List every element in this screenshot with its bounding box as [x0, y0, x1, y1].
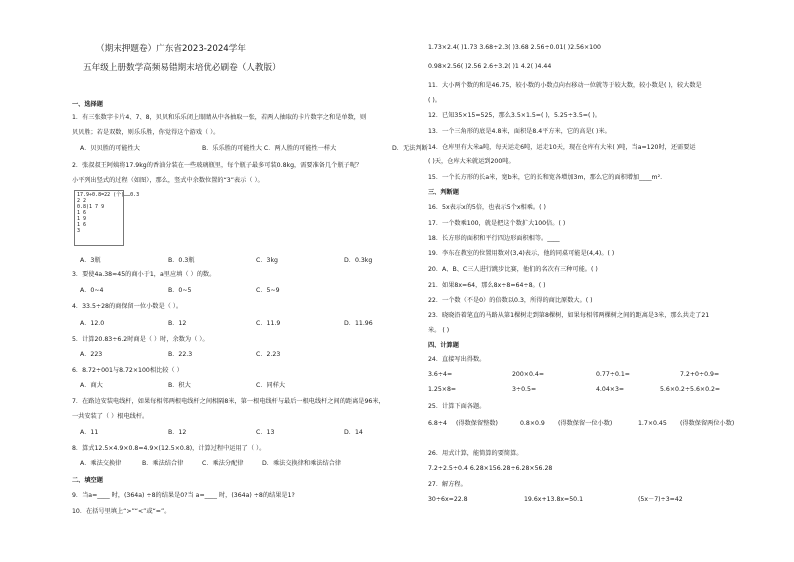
q6-option-c: C．同样大 — [256, 382, 286, 389]
q8-option-b: B．乘法结合律 — [142, 460, 184, 467]
question-10: 10．在括号里填上“>”“<”或“=”。 — [72, 508, 171, 515]
question-23: 23．晓晓沿着笔直的马路从第1棵树走到第8棵树，如果每相邻两棵树之间的距离是3米，那么共走了21 — [428, 312, 710, 319]
q5-option-a: A．223 — [80, 351, 103, 358]
q7-option-c: C．13 — [256, 429, 275, 436]
q5-option-b: B．22.3 — [168, 351, 193, 358]
q7-option-a: A．11 — [80, 429, 99, 436]
question-4: 4．33.5÷28的商保留一位小数是（ ）。 — [72, 303, 183, 310]
q6-option-b: B．积大 — [168, 382, 191, 389]
question-26: 26．用式计算，能简算的要简算。 — [428, 450, 523, 457]
section-calc: 四、计算题 — [428, 342, 459, 349]
q8-option-a: A．乘法交换律 — [80, 460, 122, 467]
question-2: 2．张叔叔王阿姨将17.9kg的香油分装在一些玻璃瓶里，每个瓶子最多可装0.8kg，需要准备几个瓶子呢？ — [72, 162, 363, 169]
calc-note: (得数保留一位小数) — [558, 420, 613, 427]
q7-option-b: B．12 — [168, 429, 187, 436]
question-5: 5．计算20.83÷6.2时商是（ ）时，余数为（ ）。 — [72, 336, 209, 343]
section-choice: 一、选择题 — [72, 101, 103, 108]
title-line-2: 五年级上册数学高频易错期末培优必刷卷（人教版） — [83, 63, 281, 73]
q2-option-a: A．3瓶 — [80, 257, 101, 264]
equation-item: (5x－7)÷3=42 — [638, 496, 683, 503]
division-line: 0.8)1 7 9 — [77, 204, 105, 210]
equation-item: 30÷6x=22.8 — [428, 496, 468, 503]
calc-item: 0.77÷0.1= — [596, 371, 630, 378]
q3-option-a: A．0~4 — [80, 287, 104, 294]
q8-option-c: C．乘法分配律 — [202, 460, 244, 467]
question-2-cont: 小平列出竖式的过程（如图），那么，竖式中余数位置的“3”表示（ ）。 — [72, 177, 264, 184]
question-14: 14．仓库里有大米a吨，每天运走6吨，运走10天，现在仓库有大米( )吨，当a=120时，还需要运 — [428, 144, 696, 151]
compare-row-2: 0.98×2.56( )2.56 2.6÷3.2( )1 4.2( )4.44 — [428, 63, 552, 70]
q4-option-c: C．11.9 — [256, 320, 281, 327]
question-19: 19．李东在教室的位置用数对(3,4)表示，他的同桌可能是(4,4)。( ) — [428, 250, 615, 257]
division-line: 2 2 — [77, 198, 87, 204]
q1-option-bc: B．乐乐胜的可能性大 C．两人胜的可能性一样大 — [202, 145, 337, 152]
question-17: 17．一个数乘100，就是把这个数扩大100倍。( ) — [428, 220, 566, 227]
question-11-cont: ( )。 — [428, 97, 441, 104]
calc-note: (得数保留整数) — [456, 420, 498, 427]
division-line: 1 6 — [77, 222, 87, 228]
calc-item: 7.2+0÷0.9= — [680, 371, 720, 378]
question-23-cont: 米。 ( ) — [428, 327, 450, 334]
question-11: 11．大小两个数的和是46.75，较小数的小数点向右移动一位就等于较大数，较小数是( )，较大数是 — [428, 82, 702, 89]
calc-item: 1.25×8= — [428, 386, 457, 393]
calc-item: 4.04×3= — [596, 386, 625, 393]
question-7: 7．在路边安装电线杆，如果每相邻两根电线杆之间相隔8米，第一根电线杆与最后一根电线杆之间的距离是96米， — [72, 398, 385, 405]
equation-item: 19.6x+13.8x=50.1 — [524, 496, 584, 503]
title-line-1: （期末押题卷）广东省2023-2024学年 — [96, 44, 246, 54]
long-division-figure — [74, 190, 140, 246]
q2-option-c: C．3kg — [256, 257, 278, 264]
question-15: 15．一个长方形的长a米，宽b米，它的长和宽各增加3m，那么它的面积增加____m². — [428, 174, 663, 181]
left-column — [72, 0, 428, 562]
calc-note: (得数保留两位小数) — [680, 420, 735, 427]
calc-item: 3÷0.5= — [512, 386, 537, 393]
q1-option-d: D．无法判断 — [392, 145, 428, 152]
q8-option-d: D．乘法交换律和乘法结合律 — [262, 460, 342, 467]
calc-item: 7.2÷2.5÷0.4 6.28×156.28÷6.28×56.28 — [428, 465, 553, 472]
question-22: 22．一个数（不是0）的倍数以0.3，所得的商比原数大。( ) — [428, 297, 593, 304]
calc-item: 3.6÷4= — [428, 371, 453, 378]
question-25: 25．计算下面各题。 — [428, 403, 486, 410]
right-column — [428, 0, 764, 562]
q3-option-b: B．0~5 — [168, 287, 192, 294]
question-27: 27．解方程。 — [428, 481, 467, 488]
calc-item: 5.6×0.2÷5.6×0.2= — [660, 386, 721, 393]
question-1: 1．有三张数字卡片4、7、8，贝贝和乐乐闭上眼睛从中各抽取一张，若两人抽取的卡片数字之和是单数，则 — [72, 114, 367, 121]
division-line: 17.9÷0.8=22 (个)……0.3 — [77, 192, 140, 198]
question-21: 21．如果8x=64，那么8x÷8=64÷8。( ) — [428, 282, 546, 289]
question-9: 9．当a=____ 时，(364a) ÷8的结果是0?当 a=____ 时，(364a) ÷8的结果是1? — [72, 492, 295, 499]
question-14-cont: ( )天，仓库大米就运到200吨。 — [428, 158, 515, 165]
section-judge: 三、判断题 — [428, 189, 459, 196]
question-3: 3．要使4a.38≈45的商小于1，a里应填（ ）的数。 — [72, 271, 216, 278]
calc-item: 200×0.4= — [512, 371, 545, 378]
question-1-cont: 贝贝胜；若是双数，则乐乐胜，你觉得这个游戏（ ）。 — [72, 129, 220, 136]
calc-item: 1.7×0.45 — [638, 420, 667, 427]
division-line: 3 — [77, 228, 81, 234]
q2-option-b: B．0.3瓶 — [168, 257, 195, 264]
compare-row-1: 1.73×2.4( )1.73 3.68÷2.3( )3.68 2.56÷0.01( )2.56×100 — [428, 44, 601, 51]
q3-option-c: C．5~9 — [256, 287, 280, 294]
question-6: 6．8.72÷001与8.72×100相比较（ ） — [72, 367, 183, 374]
question-24: 24．直接写出得数。 — [428, 356, 486, 363]
question-7-cont: 一共安装了（ ）根电线杆。 — [72, 413, 149, 420]
division-line: 1 6 — [77, 210, 87, 216]
question-12: 12．已知35×15=525，那么3.5×1.5=( )，5.25÷3.5=( )。 — [428, 112, 601, 119]
question-13: 13．一个三角形的底是4.8米，面积是8.4平方米，它的高是( )米。 — [428, 128, 611, 135]
q7-option-d: D．14 — [344, 429, 363, 436]
question-20: 20．A、B、C三人进行跳步比赛，他们的名次有三种可能。( ) — [428, 266, 598, 273]
q6-option-a: A．商大 — [80, 382, 103, 389]
q4-option-b: B．12 — [168, 320, 187, 327]
question-18: 18．长方形的面积和平行四边形面积相等。____ — [428, 235, 560, 242]
question-16: 16．5x表示x的5倍，也表示5个x相乘。( ) — [428, 204, 546, 211]
division-line: 1 9 — [77, 216, 87, 222]
q4-option-d: D．11.96 — [344, 320, 373, 327]
q2-option-d: D．0.3kg — [344, 257, 373, 264]
calc-item: 0.8×0.9 — [520, 420, 545, 427]
calc-item: 6.8÷4 — [428, 420, 447, 427]
q4-option-a: A．12.0 — [80, 320, 105, 327]
q1-option-a: A．贝贝胜的可能性大 — [80, 145, 140, 152]
section-fill-blank: 二、填空题 — [72, 477, 103, 484]
question-8: 8．算式12.5×4.9×0.8=4.9×(12.5×0.8)，计算过程中运用了（ ）。 — [72, 445, 266, 452]
q5-option-c: C．2.23 — [256, 351, 281, 358]
